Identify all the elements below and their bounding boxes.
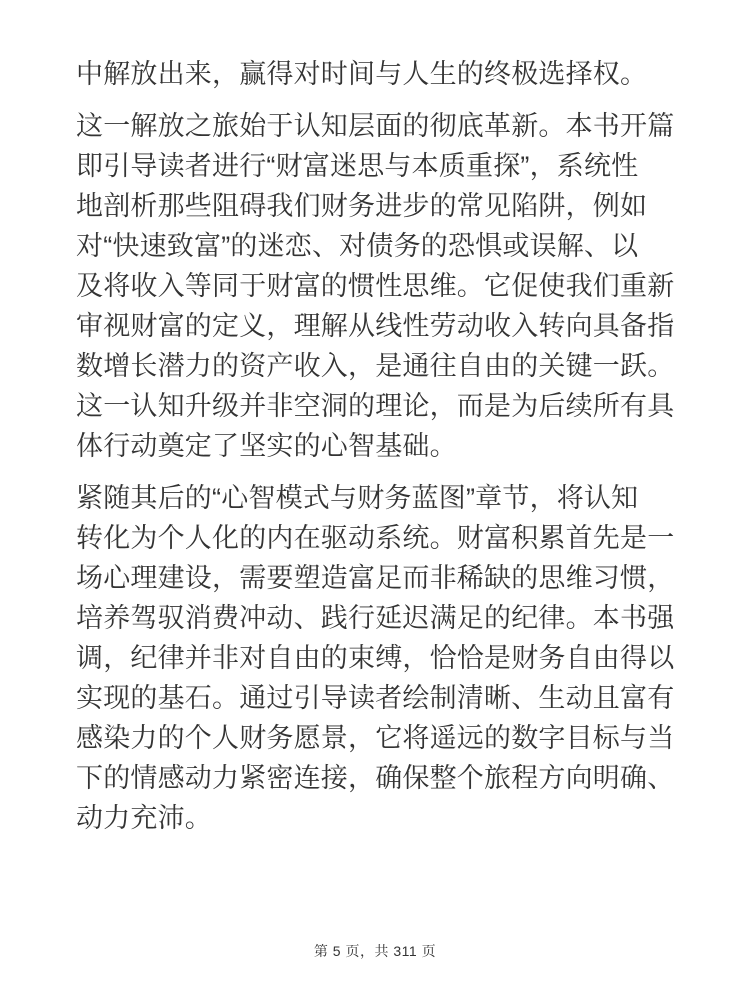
text-line: 即引导读者进行“财富迷思与本质重探”，系统性 (76, 151, 639, 181)
text-line: 紧随其后的“心智模式与财务蓝图”章节，将认知 (76, 483, 639, 513)
text-line: 地剖析那些阻碍我们财务进步的常见陷阱，例如 (76, 191, 648, 221)
text-line: 转化为个人化的内在驱动系统。财富积累首先是一 (76, 523, 675, 553)
text-line: 下的情感动力紧密连接，确保整个旅程方向明确、 (76, 763, 675, 793)
text-line: 数增长潜力的资产收入，是通往自由的关键一跃。 (76, 351, 675, 381)
text-line: 中解放出来，赢得对时间与人生的终极选择权。 (76, 59, 648, 89)
document-text-content (76, 54, 676, 850)
text-line: 对“快速致富”的迷恋、对债务的恐惧或误解、以 (76, 231, 639, 261)
text-line: 及将收入等同于财富的惯性思维。它促使我们重新 (76, 271, 675, 301)
paragraph (76, 54, 676, 94)
text-line: 动力充沛。 (76, 803, 212, 833)
page-footer (0, 941, 750, 961)
text-line: 感染力的个人财务愿景，它将遥远的数字目标与当 (76, 723, 675, 753)
text-line: 培养驾驭消费冲动、践行延迟满足的纪律。本书强 (76, 603, 675, 633)
paragraph (76, 106, 676, 466)
page-indicator: 第 5 页，共 311 页 (313, 943, 437, 959)
text-line: 场心理建设，需要塑造富足而非稀缺的思维习惯， (76, 563, 675, 593)
text-line: 调，纪律并非对自由的束缚，恰恰是财务自由得以 (76, 643, 675, 673)
text-line: 这一解放之旅始于认知层面的彻底革新。本书开篇 (76, 111, 675, 141)
text-line: 实现的基石。通过引导读者绘制清晰、生动且富有 (76, 683, 675, 713)
paragraph (76, 478, 676, 838)
text-line: 审视财富的定义，理解从线性劳动收入转向具备指 (76, 311, 675, 341)
text-line: 这一认知升级并非空洞的理论，而是为后续所有具 (76, 391, 675, 421)
text-line: 体行动奠定了坚实的心智基础。 (76, 431, 457, 461)
